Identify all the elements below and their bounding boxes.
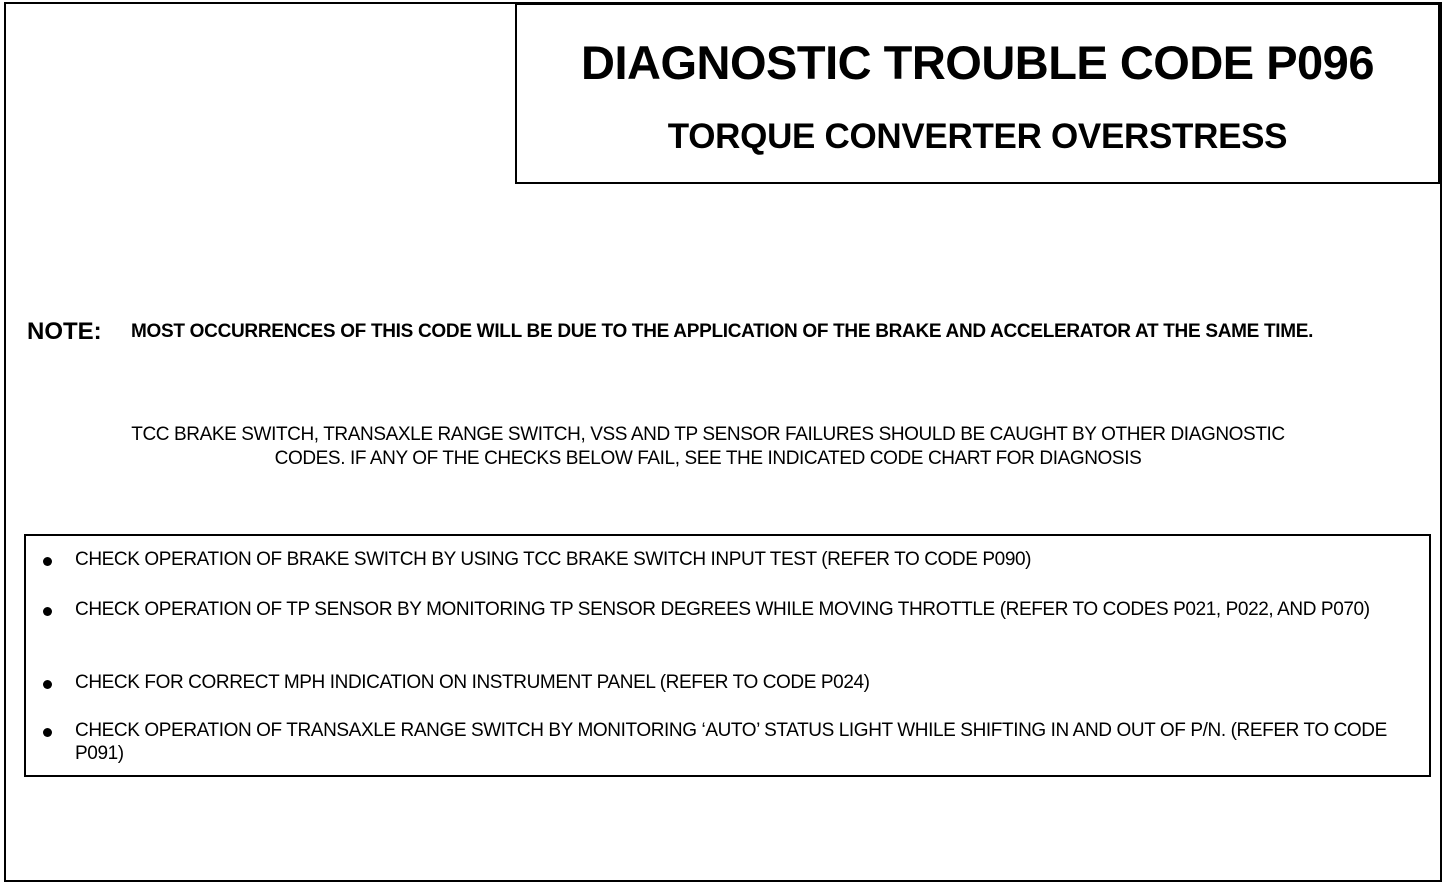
bullet-icon <box>43 557 52 566</box>
check-text: CHECK OPERATION OF TRANSAXLE RANGE SWITCH BY MONITORING ‘AUTO’ STATUS LIGHT WHILE SHIFTING IN AND OUT OF P/N. (REFER TO CODE P091) <box>75 720 1387 764</box>
intro-paragraph <box>18 423 1398 471</box>
intro-line-2: CODES. IF ANY OF THE CHECKS BELOW FAIL, SEE THE INDICATED CODE CHART FOR DIAGNOSIS <box>274 448 1142 469</box>
checks-box <box>24 534 1431 777</box>
note-text: MOST OCCURRENCES OF THIS CODE WILL BE DUE TO THE APPLICATION OF THE BRAKE AND ACCELERATOR AT THE SAME TIME. <box>131 321 1314 342</box>
page-title: DIAGNOSTIC TROUBLE CODE P096 <box>581 36 1374 89</box>
bullet-icon <box>43 728 52 737</box>
check-text: CHECK OPERATION OF TP SENSOR BY MONITORING TP SENSOR DEGREES WHILE MOVING THROTTLE (REFER TO CODES P021, P022, AND P070) <box>75 599 1370 620</box>
bullet-icon <box>43 607 52 616</box>
check-text: CHECK OPERATION OF BRAKE SWITCH BY USING TCC BRAKE SWITCH INPUT TEST (REFER TO CODE P090) <box>75 549 1032 570</box>
title-box <box>515 3 1440 184</box>
bullet-icon <box>43 680 52 689</box>
intro-line-1: TCC BRAKE SWITCH, TRANSAXLE RANGE SWITCH, VSS AND TP SENSOR FAILURES SHOULD BE CAUGHT BY OTHER DIAGNOSTIC <box>131 424 1285 445</box>
note-label: NOTE: <box>27 318 102 345</box>
page-subtitle: TORQUE CONVERTER OVERSTRESS <box>667 117 1288 156</box>
check-text: CHECK FOR CORRECT MPH INDICATION ON INSTRUMENT PANEL (REFER TO CODE P024) <box>75 672 870 693</box>
